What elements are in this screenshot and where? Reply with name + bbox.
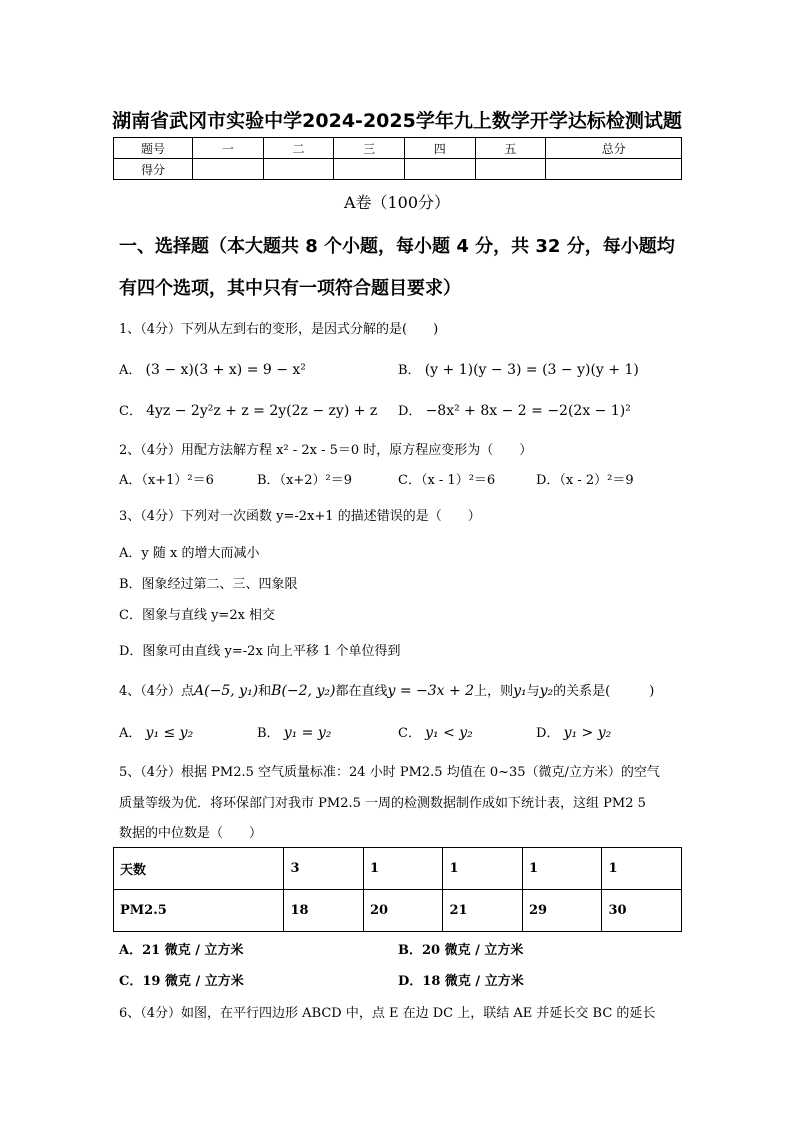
- q5-option-b: B．20 微克 / 立方米: [398, 943, 524, 958]
- score-cell: [334, 159, 405, 180]
- q1-stem: 1、（4分）下列从左到右的变形，是因式分解的是( ): [119, 322, 439, 337]
- q1-option-c-label: C．: [119, 404, 142, 419]
- q3-option-b: B．图象经过第二、三、四象限: [119, 577, 298, 592]
- q2-stem: 2、（4分）用配方法解方程 x² - 2x - 5＝0 时，原方程应变形为（ ）: [119, 443, 533, 458]
- q2-option-c: C．（x - 1）²＝6: [398, 473, 496, 488]
- q4-point-a: A(−5, y₁): [194, 683, 259, 699]
- score-cell: [263, 159, 334, 180]
- q2-option-d: D．（x - 2）²＝9: [536, 473, 634, 488]
- score-table-score-row: [114, 159, 682, 180]
- q1-option-b-label: B．: [398, 363, 421, 378]
- q1-option-b-math: (y + 1)(y − 3) = (3 − y)(y + 1): [424, 362, 639, 378]
- pm25-values-row: [114, 890, 682, 932]
- q4-point-b: B(−2, y₂): [271, 683, 336, 699]
- q4-option-a-label: A．: [119, 726, 142, 741]
- score-header-cell: 总分: [546, 138, 682, 159]
- score-cell: [475, 159, 546, 180]
- q5-option-c: C．19 微克 / 立方米: [119, 974, 244, 989]
- q1-option-a-math: (3 − x)(3 + x) = 9 − x²: [145, 362, 306, 378]
- q4-option-d-math: y₁ > y₂: [563, 725, 612, 741]
- q2-option-a: A．（x+1）²＝6: [119, 473, 214, 488]
- q1-option-c-math: 4yz − 2y²z + z = 2y(2z − zy) + z: [146, 403, 378, 419]
- table-cell: PM2.5: [114, 890, 284, 932]
- q1-option-d-label: D．: [398, 404, 422, 419]
- section1-heading-line1: 一、选择题（本大题共 8 个小题，每小题 4 分，共 32 分，每小题均: [119, 236, 675, 257]
- q1-option-b: [398, 359, 639, 378]
- section-a-heading: A卷（100分）: [343, 193, 451, 212]
- q4-option-c: [398, 722, 473, 741]
- table-cell: 1: [443, 848, 523, 890]
- score-header-cell: 三: [334, 138, 405, 159]
- q5-option-a: A．21 微克 / 立方米: [119, 943, 244, 958]
- q4-option-b-math: y₁ = y₂: [283, 725, 332, 741]
- score-cell: [404, 159, 475, 180]
- q2-option-b: B．（x+2）²＝9: [257, 473, 353, 488]
- q4-rel: 上，则: [474, 684, 514, 699]
- section1-heading-line2: 有四个选项，其中只有一项符合题目要求）: [119, 278, 461, 299]
- table-cell: 21: [443, 890, 523, 932]
- q5-option-d: D．18 微克 / 立方米: [398, 974, 524, 989]
- table-cell: 天数: [114, 848, 284, 890]
- score-cell: [193, 159, 264, 180]
- score-header-cell: 一: [193, 138, 264, 159]
- q4-option-a-math: y₁ ≤ y₂: [145, 725, 194, 741]
- q4-option-b-label: B．: [257, 726, 280, 741]
- q4-option-d: [536, 722, 611, 741]
- q4-option-b: [257, 722, 331, 741]
- q4-line-equation: y = −3x + 2: [387, 683, 475, 699]
- score-table: [113, 137, 682, 180]
- q5-stem-line1: 5、（4分）根据 PM2.5 空气质量标准：24 小时 PM2.5 均值在 0~35（微克/立方米）的空气: [119, 765, 660, 780]
- q1-option-d: [398, 400, 631, 419]
- q4-tail: 的关系是( ): [553, 684, 655, 699]
- pm25-days-row: [114, 848, 682, 890]
- exam-title: 湖南省武冈市实验中学2024-2025学年九上数学开学达标检测试题: [112, 110, 682, 132]
- q4-and: 和: [258, 684, 272, 699]
- table-cell: 3: [284, 848, 364, 890]
- table-cell: 18: [284, 890, 364, 932]
- q4-option-c-math: y₁ < y₂: [425, 725, 473, 741]
- q1-option-d-math: −8x² + 8x − 2 = −2(2x − 1)²: [425, 403, 631, 419]
- q3-option-d: D．图象可由直线 y=-2x 向上平移 1 个单位得到: [119, 644, 401, 659]
- q4-option-d-label: D．: [536, 726, 560, 741]
- score-table-header-row: [114, 138, 682, 159]
- q3-option-a: A．y 随 x 的增大而减小: [119, 546, 260, 561]
- score-header-cell: 四: [404, 138, 475, 159]
- q4-with: 与: [526, 684, 540, 699]
- table-cell: 1: [363, 848, 443, 890]
- table-cell: 1: [602, 848, 682, 890]
- q4-option-c-label: C．: [398, 726, 421, 741]
- table-cell: 20: [363, 890, 443, 932]
- table-cell: 29: [522, 890, 602, 932]
- table-cell: 30: [602, 890, 682, 932]
- q1-option-c: [119, 400, 377, 419]
- score-header-cell: 二: [263, 138, 334, 159]
- q4-option-a: [119, 722, 193, 741]
- q3-option-c: C．图象与直线 y=2x 相交: [119, 608, 276, 623]
- q4-y2: y₂: [539, 683, 554, 699]
- q4-y1: y₁: [513, 683, 527, 699]
- q4-stem: [119, 680, 654, 699]
- pm25-table: [113, 847, 682, 932]
- score-header-cell: 题号: [114, 138, 193, 159]
- q4-stem-prefix: 4、（4分）点: [119, 684, 195, 699]
- score-cell: [546, 159, 682, 180]
- q6-stem: 6、（4分）如图，在平行四边形 ABCD 中，点 E 在边 DC 上，联结 AE 并延长交 BC 的延长: [119, 1006, 656, 1021]
- q3-stem: 3、（4分）下列对一次函数 y=-2x+1 的描述错误的是（ ）: [119, 509, 481, 524]
- q1-option-a-label: A．: [119, 363, 142, 378]
- q1-option-a: [119, 359, 306, 378]
- q5-stem-line2: 质量等级为优．将环保部门对我市 PM2.5 一周的检测数据制作成如下统计表，这组 PM2 5: [119, 796, 646, 811]
- q4-on-line: 都在直线: [335, 684, 388, 699]
- score-row-label: 得分: [114, 159, 193, 180]
- q5-stem-line3: 数据的中位数是（ ）: [119, 826, 263, 841]
- table-cell: 1: [522, 848, 602, 890]
- score-header-cell: 五: [475, 138, 546, 159]
